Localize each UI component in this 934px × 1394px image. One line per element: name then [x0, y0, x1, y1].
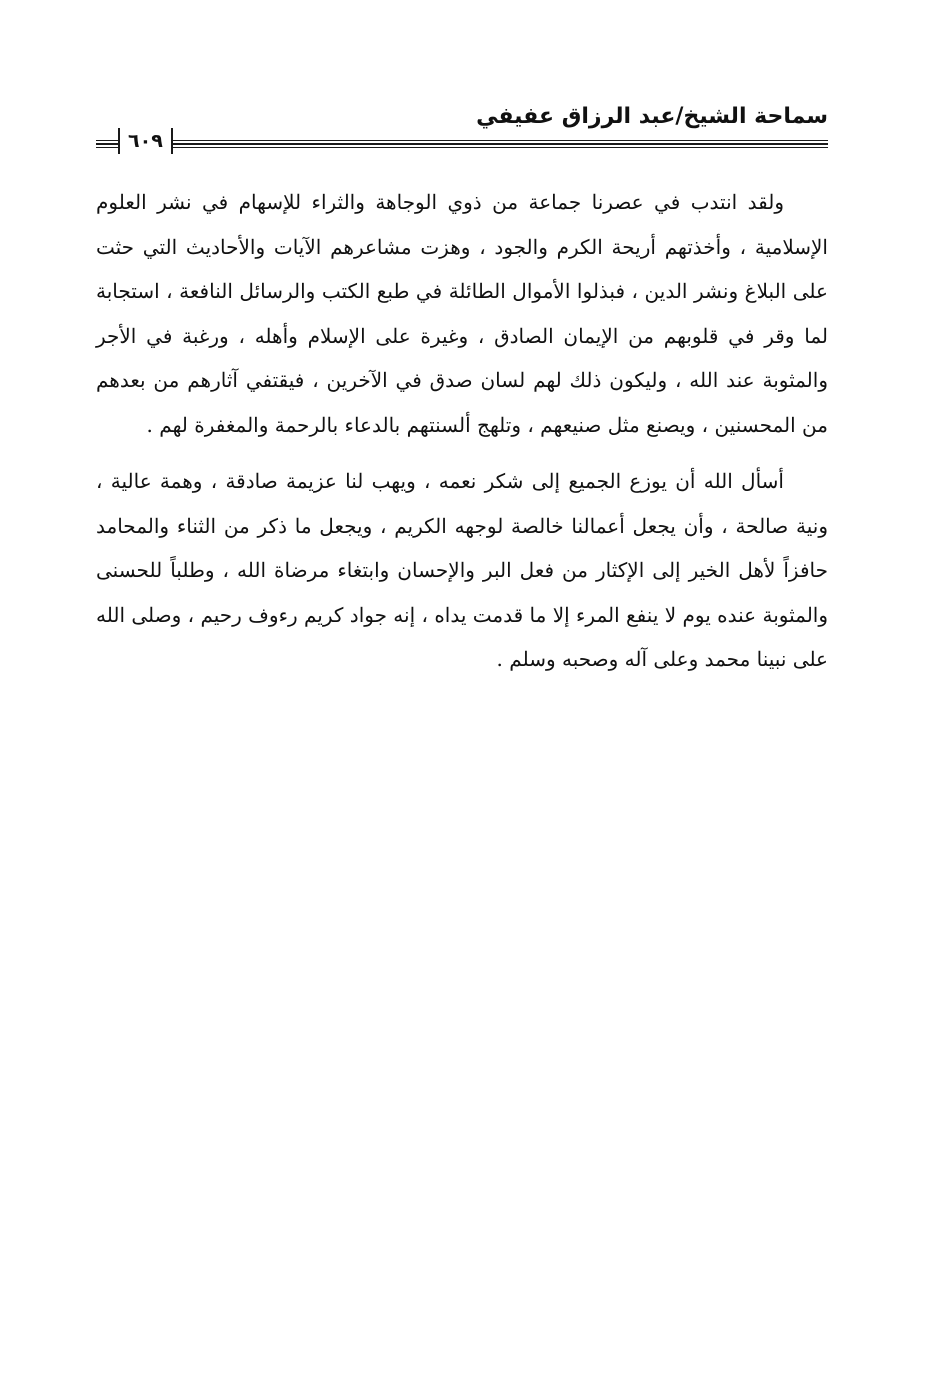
- paragraph: أسأل الله أن يوزع الجميع إلى شكر نعمه ، ويهب لنا عزيمة صادقة ، وهمة عالية ، ونية صالحة ، وأن يجعل أعمالنا خالصة لوجهه الكريم ، ويجعل ما ذكر من الثناء والمحامد حافزاً لأهل الخير إلى الإكثار من فعل البر والإحسان وابتغاء مرضاة الله ، وطلباً للحسنى والمثوبة عنده يوم لا ينفع المرء إلا ما قدمت يداه ، إنه جواد كريم رءوف رحيم ، وصلى الله على نبينا محمد وعلى آله وصحبه وسلم .: [96, 469, 828, 671]
- header-rule-line: [96, 147, 828, 148]
- page-number: ٦٠٩: [118, 128, 173, 154]
- page-header: [96, 98, 828, 158]
- header-rule: [96, 140, 828, 148]
- header-rule-line: [96, 143, 828, 145]
- running-title: سماحة الشيخ/عبد الرزاق عفيفي: [476, 104, 828, 129]
- paragraph: ولقد انتدب في عصرنا جماعة من ذوي الوجاهة والثراء للإسهام في نشر العلوم الإسلامية ، وأخذتهم أريحة الكرم والجود ، وهزت مشاعرهم الآيات والأحاديث التي حثت على البلاغ ونشر الدين ، فبذلوا الأموال الطائلة في طبع الكتب والرسائل النافعة ، استجابة لما وقر في قلوبهم من الإيمان الصادق ، وغيرة على الإسلام وأهله ، ورغبة في الأجر والمثوبة عند الله ، وليكون ذلك لهم لسان صدق في الآخرين ، فيقتفي آثارهم من بعدهم من المحسنين ، ويصنع مثل صنيعهم ، وتلهج ألسنتهم بالدعاء بالرحمة والمغفرة لهم .: [96, 190, 828, 437]
- body-text: [96, 180, 828, 694]
- header-rule-line: [96, 140, 828, 141]
